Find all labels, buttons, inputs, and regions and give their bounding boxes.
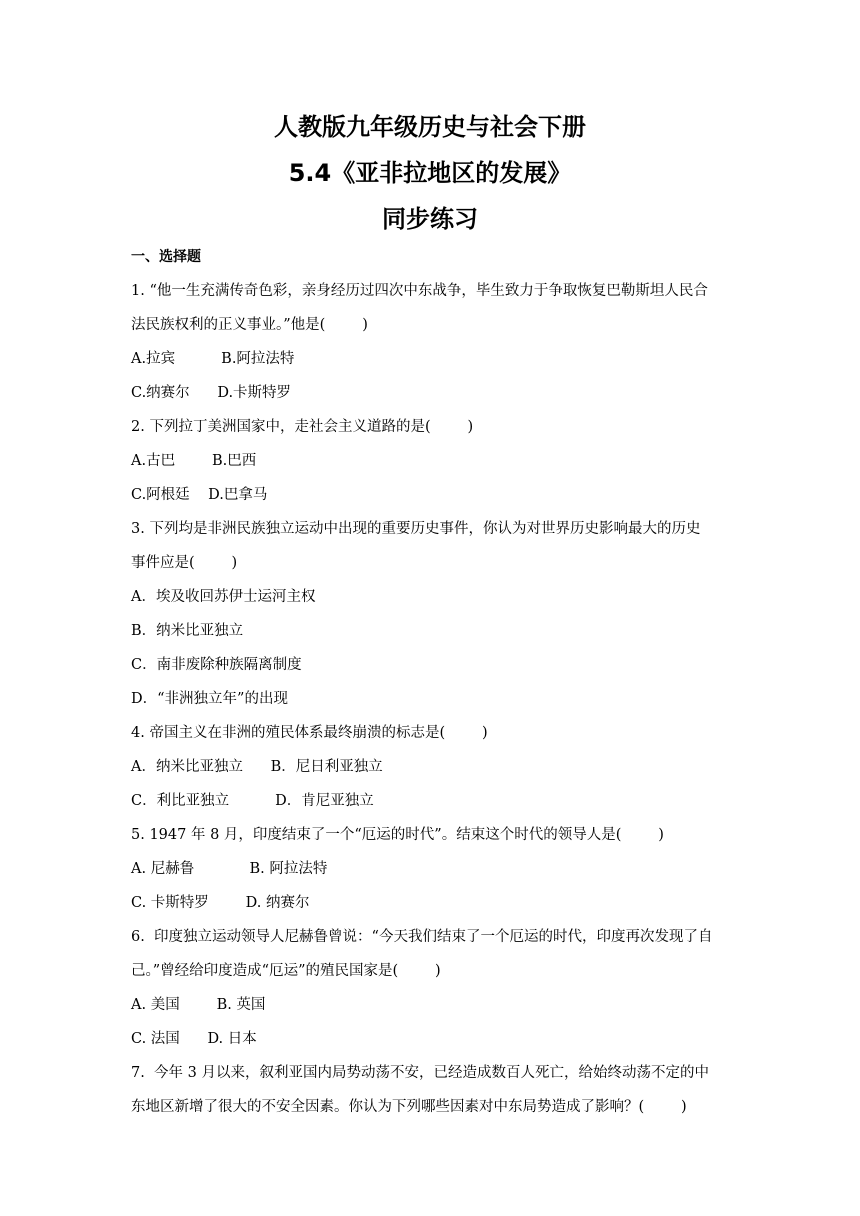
q3-option-c: C．南非废除种族隔离制度 — [131, 657, 302, 673]
q4-text: 4. 帝国主义在非洲的殖民体系最终崩溃的标志是( ) — [131, 725, 488, 741]
q6-options-ab: A. 美国 B. 英国 — [131, 997, 266, 1013]
q3-option-a: A．埃及收回苏伊士运河主权 — [131, 589, 316, 605]
exercise-content — [131, 240, 731, 1124]
q1-text-line-2: 法民族权利的正义事业。”他是( ) — [131, 317, 368, 333]
q3-option-d: D．“非洲独立年”的出现 — [131, 691, 288, 707]
q6-text-line-2: 己。”曾经给印度造成“厄运”的殖民国家是( ) — [131, 963, 441, 979]
q1-options-ab: A.拉宾 B.阿拉法特 — [131, 351, 295, 367]
title-line-3: 同步练习 — [382, 205, 478, 233]
q2-text: 2. 下列拉丁美洲国家中，走社会主义道路的是( ) — [131, 419, 474, 435]
q5-text: 5. 1947 年 8 月，印度结束了一个“厄运的时代”。结束这个时代的领导人是( ) — [131, 827, 664, 843]
q3-text-line-1: 3. 下列均是非洲民族独立运动中出现的重要历史事件，你认为对世界历史影响最大的历史 — [131, 521, 701, 537]
document-title — [0, 104, 860, 242]
q5-options-cd: C. 卡斯特罗 D. 纳赛尔 — [131, 895, 310, 911]
q2-options-cd: C.阿根廷 D.巴拿马 — [131, 487, 268, 503]
q4-options-ab: A．纳米比亚独立 B．尼日利亚独立 — [131, 759, 383, 775]
q7-text-line-2: 东地区新增了很大的不安全因素。你认为下列哪些因素对中东局势造成了影响？( ) — [131, 1099, 687, 1115]
q4-options-cd: C．利比亚独立 D．肯尼亚独立 — [131, 793, 374, 809]
q7-text-line-1: 7. 今年 3 月以来，叙利亚国内局势动荡不安，已经造成数百人死亡，给始终动荡不定的中 — [131, 1065, 709, 1081]
q3-text-line-2: 事件应是( ) — [131, 555, 238, 571]
section-heading: 一、选择题 — [131, 249, 201, 265]
q1-text-line-1: 1. “他一生充满传奇色彩，亲身经历过四次中东战争，毕生致力于争取恢复巴勒斯坦人民合 — [131, 283, 708, 299]
q6-text-line-1: 6. 印度独立运动领导人尼赫鲁曾说：“今天我们结束了一个厄运的时代，印度再次发现了自 — [131, 929, 713, 945]
title-line-1: 人教版九年级历史与社会下册 — [274, 113, 586, 141]
title-line-2: 5.4《亚非拉地区的发展》 — [288, 159, 572, 187]
q6-options-cd: C. 法国 D. 日本 — [131, 1031, 257, 1047]
q1-options-cd: C.纳赛尔 D.卡斯特罗 — [131, 385, 292, 401]
q3-option-b: B．纳米比亚独立 — [131, 623, 244, 639]
q2-options-ab: A.古巴 B.巴西 — [131, 453, 257, 469]
q5-options-ab: A. 尼赫鲁 B. 阿拉法特 — [131, 861, 328, 877]
